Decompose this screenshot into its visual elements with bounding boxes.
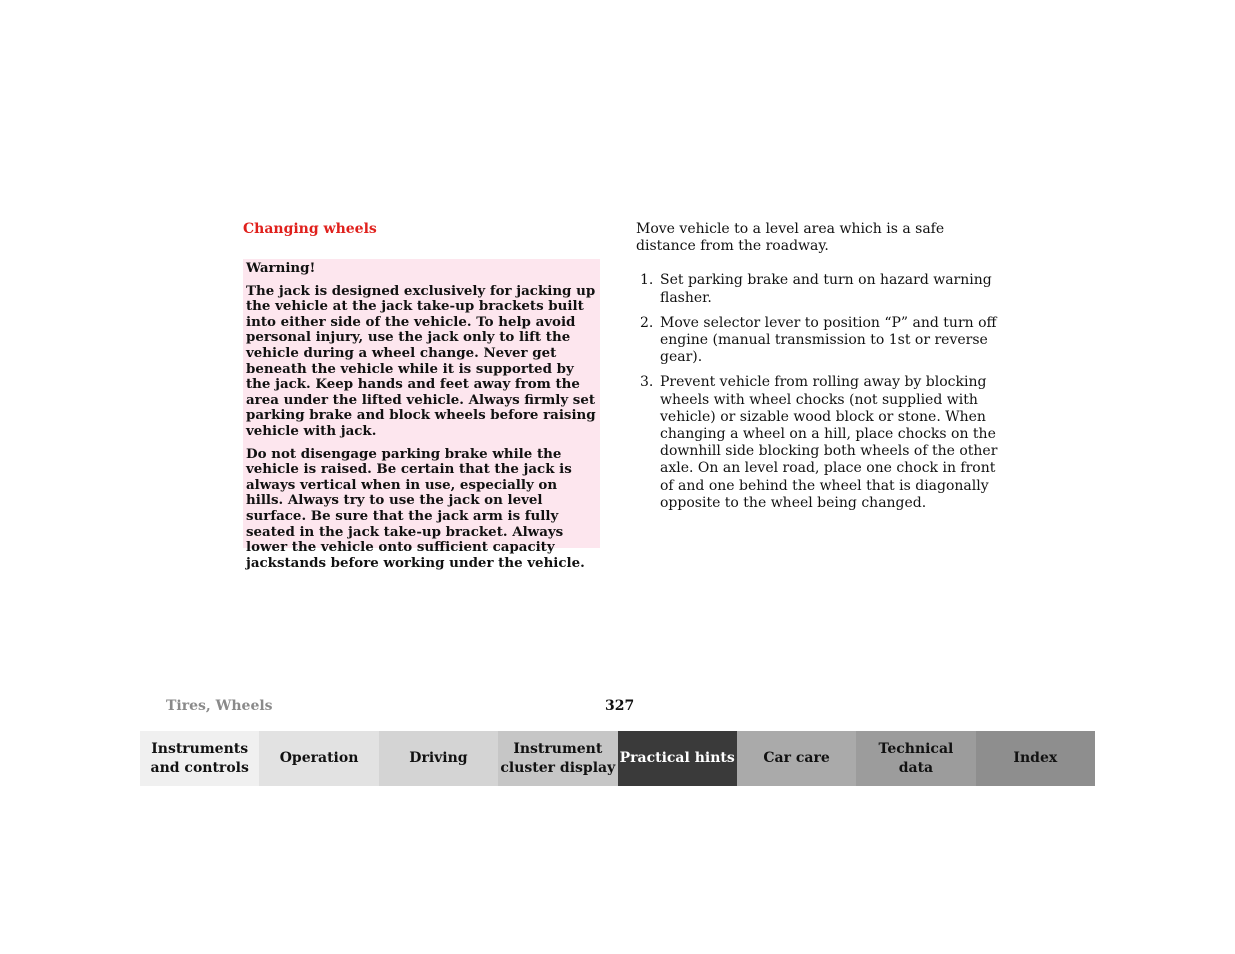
nav-tab-driving[interactable]: Driving bbox=[379, 731, 498, 786]
nav-tab-index[interactable]: Index bbox=[976, 731, 1095, 786]
nav-tab-car-care[interactable]: Car care bbox=[737, 731, 856, 786]
nav-tab-operation[interactable]: Operation bbox=[259, 731, 378, 786]
warning-paragraph-2: Do not disengage parking brake while the vehicle is raised. Be certain that the jack is always vertical when in use, especially on hills. Always try to use the jack on level surface. Be sure that the jack arm is fully seated in the jack take-up bracket. Always lower the vehicle onto sufficient capacity jackstands before working under the vehicle. bbox=[246, 445, 585, 571]
step-item bbox=[636, 315, 1001, 367]
step-number: 2. bbox=[640, 314, 654, 331]
section-title: Changing wheels bbox=[243, 221, 377, 237]
nav-tab-technical-data[interactable]: Technical data bbox=[856, 731, 975, 786]
step-item bbox=[636, 272, 1001, 306]
nav-tab-instrument-cluster-display[interactable]: Instrument cluster display bbox=[498, 731, 617, 786]
footer-section-label: Tires, Wheels bbox=[166, 698, 273, 714]
instructions-column bbox=[636, 221, 1001, 520]
nav-tab-practical-hints[interactable]: Practical hints bbox=[618, 731, 737, 786]
step-item bbox=[636, 374, 1001, 512]
step-number: 1. bbox=[640, 272, 654, 289]
step-text: Move selector lever to position “P” and turn off engine (manual transmission to 1st or reverse gear). bbox=[660, 314, 997, 366]
nav-tab-instruments-and-controls[interactable]: Instruments and controls bbox=[140, 731, 259, 786]
warning-paragraph-1: The jack is designed exclusively for jacking up the vehicle at the jack take-up brackets built into either side of the vehicle. To help avoid personal injury, use the jack only to lift the vehicle during a wheel change. Never get beneath the vehicle while it is supported by the jack. Keep hands and feet away from the area under the lifted vehicle. Always firmly set parking brake and block wheels before raising vehicle with jack. bbox=[246, 282, 596, 439]
page-number: 327 bbox=[605, 698, 635, 714]
warning-box bbox=[243, 259, 600, 571]
warning-heading: Warning! bbox=[246, 260, 316, 276]
chapter-nav bbox=[140, 731, 1095, 786]
intro-text: Move vehicle to a level area which is a safe distance from the roadway. bbox=[636, 221, 945, 255]
step-text: Prevent vehicle from rolling away by blocking wheels with wheel chocks (not supplied with vehicle) or sizable wood block or stone. When changing a wheel on a hill, place chocks on the downhill side blocking both wheels of the other axle. On an level road, place one chock in front of and one behind the wheel that is diagonally opposite to the wheel being changed. bbox=[660, 374, 998, 511]
step-number: 3. bbox=[640, 374, 654, 391]
steps-list bbox=[636, 272, 1001, 512]
step-text: Set parking brake and turn on hazard warning flasher. bbox=[660, 272, 992, 306]
